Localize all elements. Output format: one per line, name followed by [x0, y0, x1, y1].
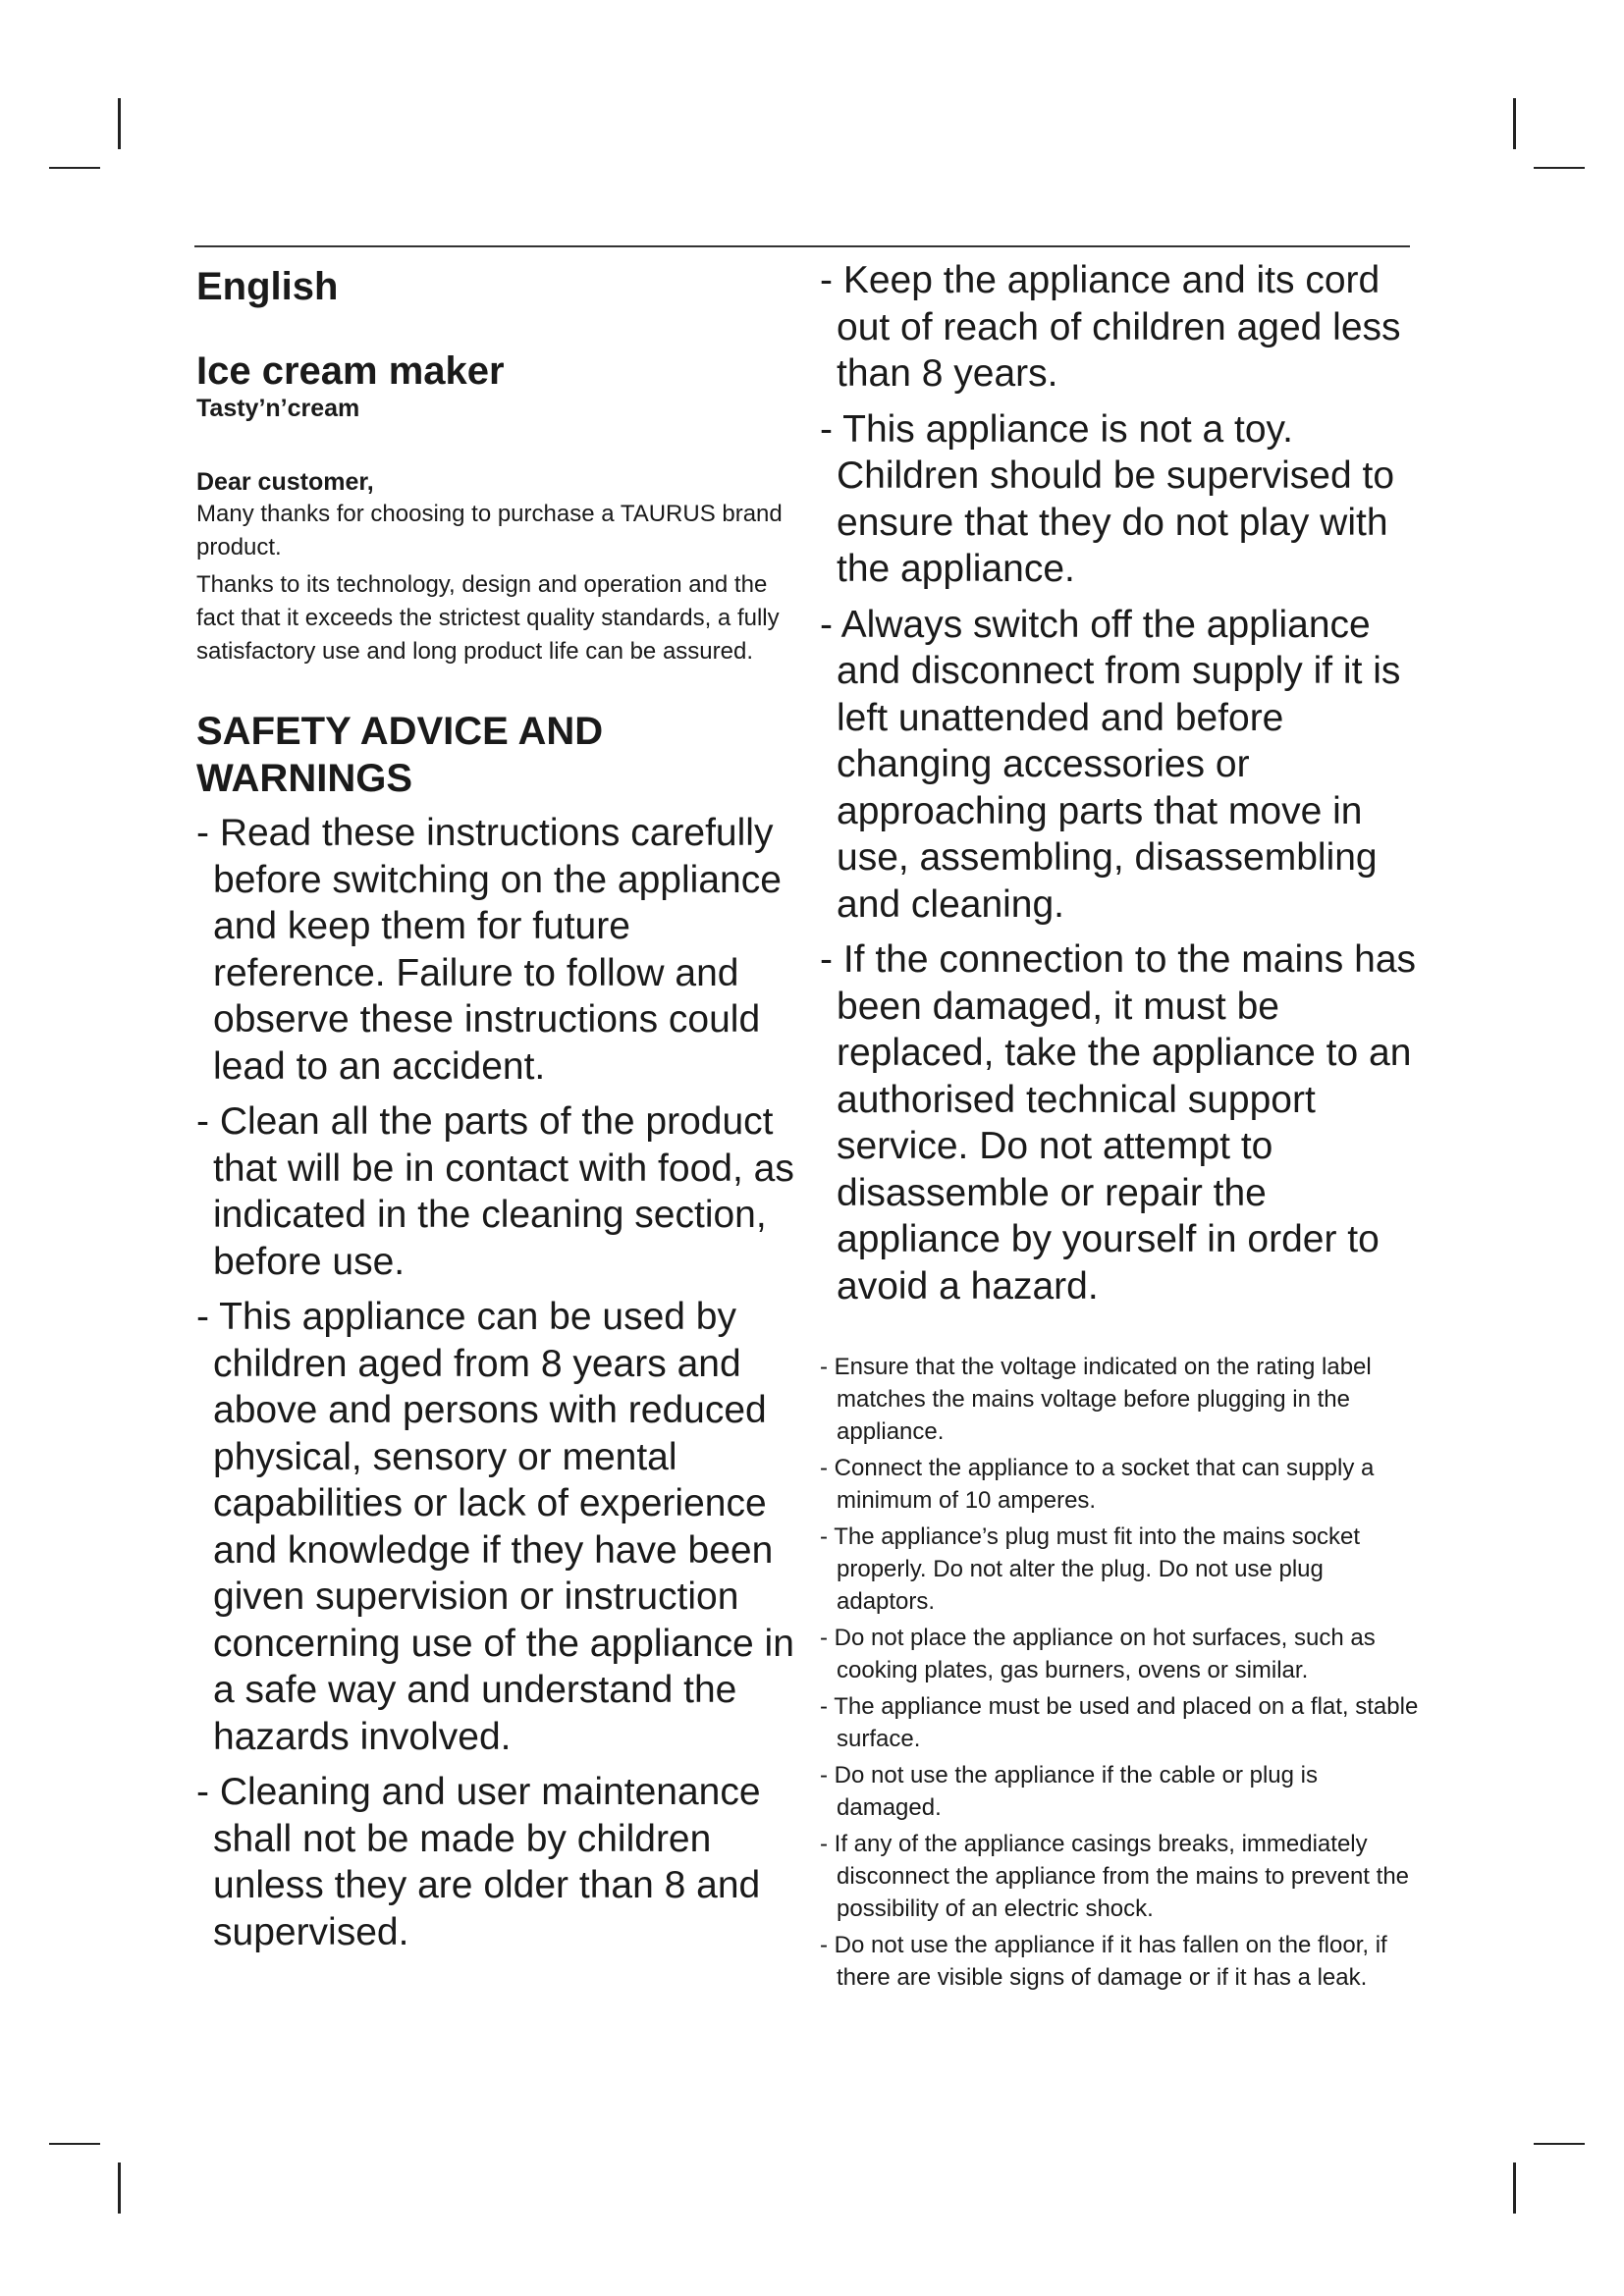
crop-mark-bottom-left-vertical	[118, 2163, 121, 2214]
crop-mark-top-right-horizontal	[1534, 167, 1585, 169]
safety-item: - Always switch off the appliance and disconnect from supply if it is left unattended and before changing accessories or approaching parts that move in use, assembling, disassembling and cleaning.	[820, 602, 1419, 929]
safety-small-item: - Do not use the appliance if the cable or plug is damaged.	[820, 1759, 1419, 1824]
safety-small-item: - The appliance must be used and placed on a flat, stable surface.	[820, 1690, 1419, 1755]
safety-item: - Clean all the parts of the product that will be in contact with food, as indicated in the cleaning section, before use.	[196, 1098, 795, 1285]
crop-mark-bottom-left-horizontal	[49, 2143, 100, 2145]
header-rule	[194, 245, 1410, 247]
safety-small-item: - If any of the appliance casings breaks, immediately disconnect the appliance from the mains to prevent the possibility of an electric shock.	[820, 1828, 1419, 1925]
safety-item: - This appliance can be used by children aged from 8 years and above and persons with reduced physical, sensory or mental capabilities or lack of experience and knowledge if they have been given supervision or instruction concerning use of the appliance in a safe way and understand the hazards involved.	[196, 1294, 795, 1760]
intro-paragraph: Many thanks for choosing to purchase a TAURUS brand product.	[196, 501, 783, 561]
safety-small-item: - The appliance’s plug must fit into the mains socket properly. Do not alter the plug. Do not use plug adaptors.	[820, 1521, 1419, 1618]
right-column	[820, 257, 1419, 1998]
safety-heading: SAFETY ADVICE AND WARNINGS	[196, 710, 604, 800]
intro-paragraph: Thanks to its technology, design and operation and the fact that it exceeds the strictest quality standards, a fully satisfactory use and long product life can be assured.	[196, 571, 780, 665]
crop-mark-bottom-right-vertical	[1513, 2163, 1516, 2214]
model-name: Tasty’n’cream	[196, 395, 360, 422]
product-title: Ice cream maker	[196, 349, 505, 393]
crop-mark-bottom-right-horizontal	[1534, 2143, 1585, 2145]
safety-small-item: - Do not place the appliance on hot surfaces, such as cooking plates, gas burners, ovens or similar.	[820, 1622, 1419, 1686]
safety-small-item: - Do not use the appliance if it has fallen on the floor, if there are visible signs of damage or if it has a leak.	[820, 1929, 1419, 1994]
safety-small-item: - Connect the appliance to a socket that can supply a minimum of 10 amperes.	[820, 1452, 1419, 1517]
safety-list-small	[820, 1351, 1419, 1994]
language-heading: English	[196, 265, 339, 308]
crop-mark-top-left-horizontal	[49, 167, 100, 169]
safety-list-left	[196, 810, 795, 1955]
safety-list-right	[820, 257, 1419, 1309]
safety-item: - This appliance is not a toy. Children should be supervised to ensure that they do not play with the appliance.	[820, 406, 1419, 593]
safety-item: - Read these instructions carefully before switching on the appliance and keep them for future reference. Failure to follow and observe these instructions could lead to an accident.	[196, 810, 795, 1090]
safety-item: - Keep the appliance and its cord out of reach of children aged less than 8 years.	[820, 257, 1419, 398]
crop-mark-top-left-vertical	[118, 98, 121, 149]
safety-item: - If the connection to the mains has been damaged, it must be replaced, take the appliance to an authorised technical support service. Do not attempt to disassemble or repair the appliance by yourself in order to avoid a hazard.	[820, 936, 1419, 1309]
safety-item: - Cleaning and user maintenance shall not be made by children unless they are older than 8 and supervised.	[196, 1769, 795, 1955]
salutation: Dear customer,	[196, 468, 374, 496]
crop-mark-top-right-vertical	[1513, 98, 1516, 149]
left-column	[196, 257, 795, 1964]
safety-small-item: - Ensure that the voltage indicated on the rating label matches the mains voltage before plugging in the appliance.	[820, 1351, 1419, 1448]
